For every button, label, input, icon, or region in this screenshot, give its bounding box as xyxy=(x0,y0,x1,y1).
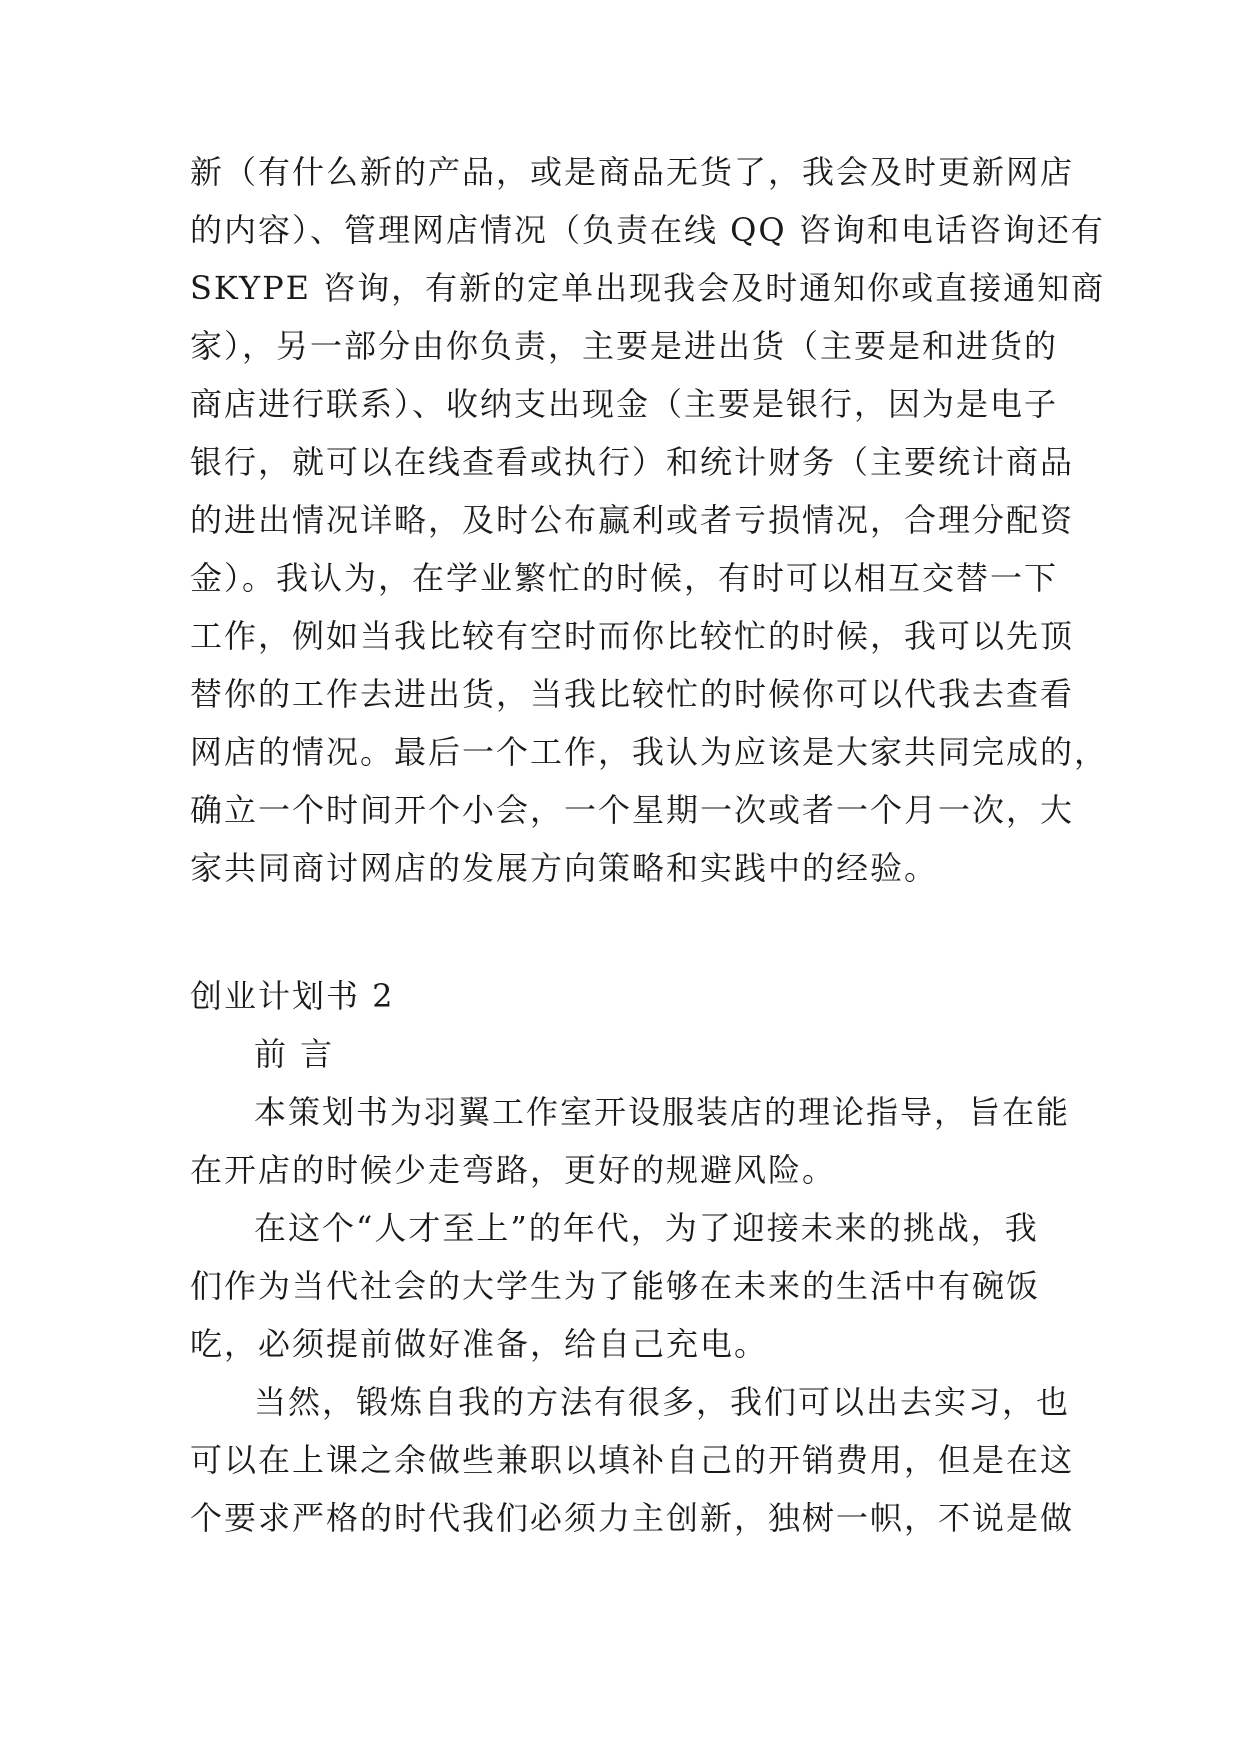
paragraph-line: 本策划书为羽翼工作室开设服装店的理论指导，旨在能 xyxy=(254,1093,1071,1131)
body-text-line: 确立一个时间开个小会，一个星期一次或者一个月一次，大 xyxy=(190,791,1075,829)
body-text-line: 网店的情况。最后一个工作，我认为应该是大家共同完成的， xyxy=(190,733,1109,771)
body-text-line: 商店进行联系）、收纳支出现金（主要是银行，因为是电子 xyxy=(190,385,1059,423)
body-text-line: 新（有什么新的产品，或是商品无货了，我会及时更新网店 xyxy=(190,153,1075,191)
paragraph-line: 当然，锻炼自我的方法有很多，我们可以出去实习，也 xyxy=(254,1383,1071,1421)
paragraph-line: 在开店的时候少走弯路，更好的规避风险。 xyxy=(190,1151,837,1189)
body-text-line: 的进出情况详略，及时公布赢利或者亏损情况，合理分配资 xyxy=(190,501,1075,539)
body-text-line: 银行，就可以在线查看或执行）和统计财务（主要统计商品 xyxy=(190,443,1075,481)
subtitle: 前 言 xyxy=(254,1035,335,1073)
body-text-line: SKYPE 咨询，有新的定单出现我会及时通知你或直接通知商 xyxy=(190,269,1106,307)
body-text-line: 工作，例如当我比较有空时而你比较忙的时候，我可以先顶 xyxy=(190,617,1075,655)
paragraph-line: 个要求严格的时代我们必须力主创新，独树一帜，不说是做 xyxy=(190,1499,1075,1537)
paragraph-line: 吃，必须提前做好准备，给自己充电。 xyxy=(190,1325,769,1363)
body-text-line: 金）。我认为，在学业繁忙的时候，有时可以相互交替一下 xyxy=(190,559,1059,597)
body-text-line: 的内容）、管理网店情况（负责在线 QQ 咨询和电话咨询还有 xyxy=(190,211,1105,249)
body-text-line: 替你的工作去进出货，当我比较忙的时候你可以代我去查看 xyxy=(190,675,1075,713)
paragraph-line: 可以在上课之余做些兼职以填补自己的开销费用，但是在这 xyxy=(190,1441,1075,1479)
paragraph-line: 们作为当代社会的大学生为了能够在未来的生活中有碗饭 xyxy=(190,1267,1041,1305)
body-text-line: 家），另一部分由你负责，主要是进出货（主要是和进货的 xyxy=(190,327,1059,365)
paragraph-line: 在这个“人才至上”的年代，为了迎接未来的挑战，我 xyxy=(254,1209,1039,1247)
section-title: 创业计划书 2 xyxy=(190,977,395,1015)
body-text-line: 家共同商讨网店的发展方向策略和实践中的经验。 xyxy=(190,849,939,887)
